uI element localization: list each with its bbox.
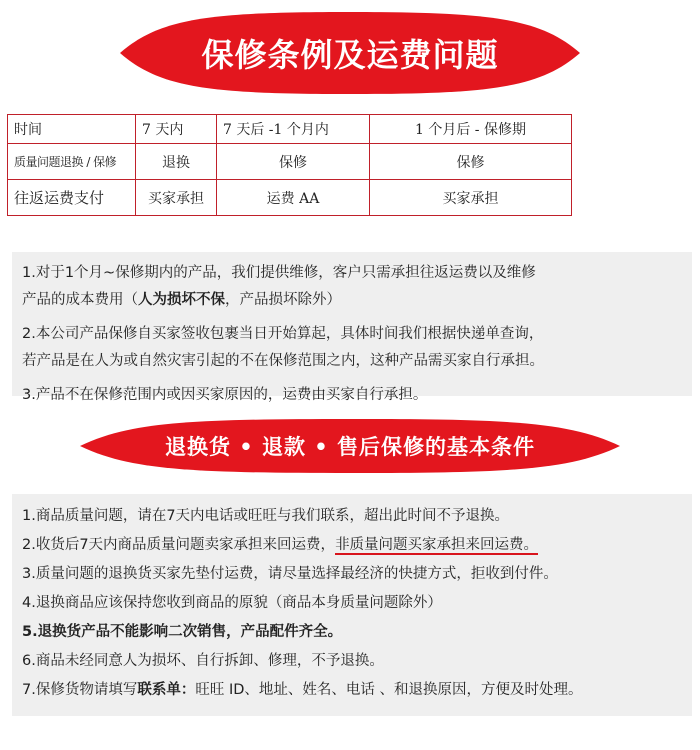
condition-item-2 <box>22 531 682 560</box>
note-item-3 <box>22 382 682 409</box>
note-line <box>22 287 682 314</box>
condition-underlined-text: 非质量问题买家承担来回运费。 <box>335 537 539 553</box>
note-text: 产品的成本费用（ <box>22 292 138 308</box>
condition-emphasis: 联系单： <box>137 682 196 698</box>
conditions-banner <box>80 418 620 474</box>
note-item-2 <box>22 321 682 375</box>
condition-text: 2.收货后7天内商品质量问题卖家承担来回运费， <box>22 537 336 553</box>
table-cell: 质量问题退换 / 保修 <box>8 144 136 180</box>
note-line: 1.对于1个月~保修期内的产品，我们提供维修，客户只需承担往返运费以及维修 <box>22 265 536 281</box>
banner-title: 退换货 • 退款 • 售后保修的基本条件 <box>164 435 536 459</box>
table-cell: 1 个月后 - 保修期 <box>370 115 572 144</box>
table-row <box>8 144 572 180</box>
table-cell: 时间 <box>8 115 136 144</box>
note-line: 2.本公司产品保修自买家签收包裹当日开始算起，具体时间我们根据快递单查询， <box>22 326 544 342</box>
table-cell: 7 天内 <box>136 115 217 144</box>
table-cell: 买家承担 <box>370 180 572 216</box>
table-cell: 运费 AA <box>217 180 370 216</box>
note-line: 3.产品不在保修范围内或因买家原因的，运费由买家自行承担。 <box>22 387 428 403</box>
note-emphasis: 人为损坏不保 <box>138 292 225 308</box>
table-cell: 退换 <box>136 144 217 180</box>
note-line: 若产品是在人为或自然灾害引起的不在保修范围之内，这种产品需买家自行承担。 <box>22 353 544 369</box>
warranty-notes-box <box>12 252 692 403</box>
note-item-1 <box>22 260 682 314</box>
table-cell: 保修 <box>217 144 370 180</box>
banner-title: 保修条例及运费问题 <box>201 36 499 74</box>
condition-item-7 <box>22 676 682 705</box>
table-cell: 往返运费支付 <box>8 180 136 216</box>
table-cell: 买家承担 <box>136 180 217 216</box>
condition-item-3: 3.质量问题的退换货买家先垫付运费，请尽量选择最经济的快捷方式，拒收到付件。 <box>22 566 558 582</box>
condition-text: 7.保修货物请填写 <box>22 682 138 698</box>
condition-text: 旺旺 ID、地址、姓名、电话 、和退换原因，方便及时处理。 <box>195 682 583 698</box>
condition-item-6: 6.商品未经同意人为损坏、自行拆卸、修理，不予退换。 <box>22 653 384 669</box>
note-text: ，产品损坏除外） <box>225 292 341 308</box>
table-cell: 7 天后 -1 个月内 <box>217 115 370 144</box>
table-row <box>8 115 572 144</box>
condition-item-4: 4.退换商品应该保持您收到商品的原貌（商品本身质量问题除外） <box>22 595 442 611</box>
condition-item-1: 1.商品质量问题，请在7天内电话或旺旺与我们联系，超出此时间不予退换。 <box>22 508 510 524</box>
conditions-box <box>12 494 692 716</box>
title-banner <box>120 10 580 96</box>
table-row <box>8 180 572 216</box>
table-cell: 保修 <box>370 144 572 180</box>
condition-item-5: 5.退换货产品不能影响二次销售，产品配件齐全。 <box>22 624 343 640</box>
warranty-table <box>7 114 572 216</box>
